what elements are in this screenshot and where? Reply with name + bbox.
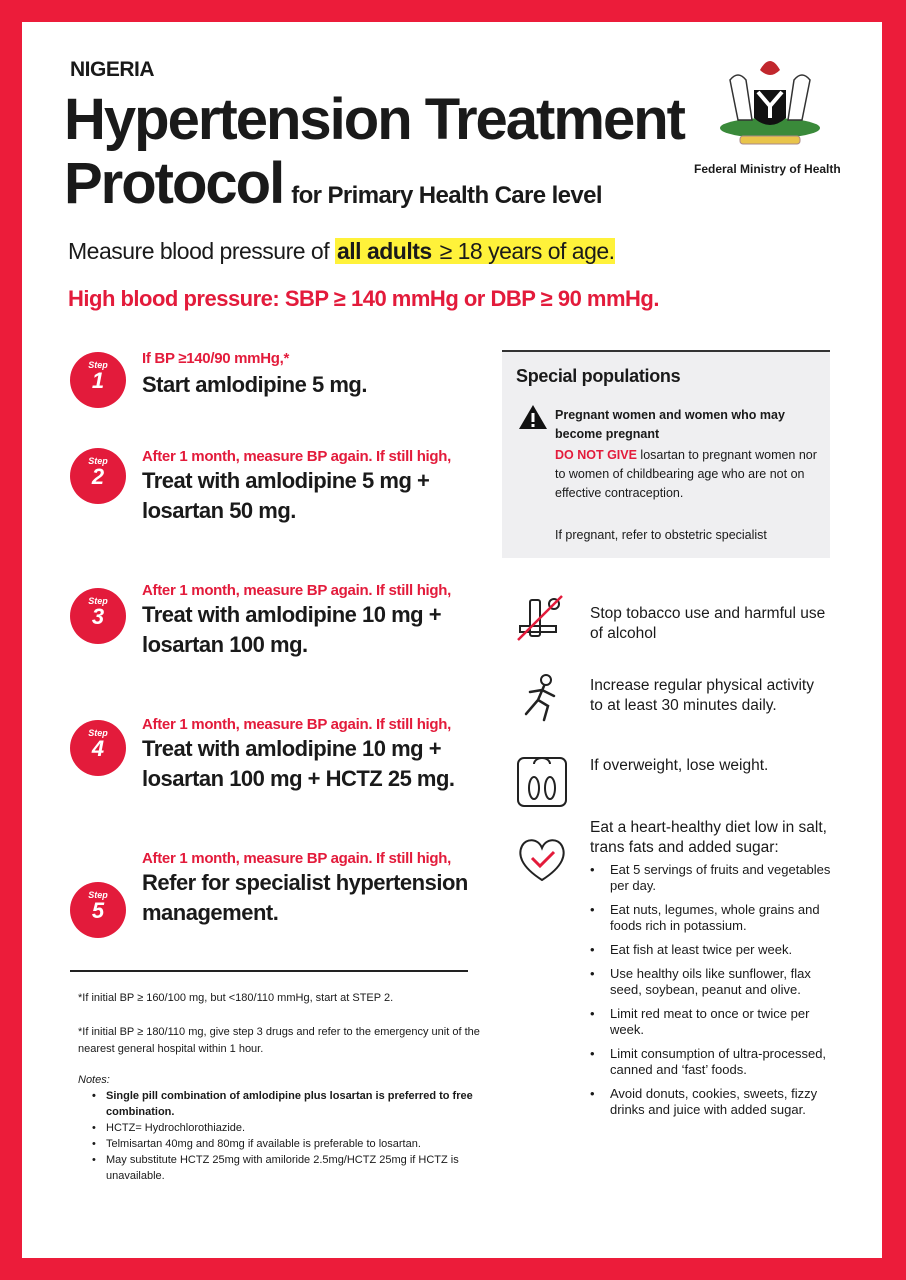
step-action: Treat with amlodipine 5 mg +: [142, 468, 430, 493]
special-populations-box: [502, 350, 830, 558]
lifestyle-text: Stop tobacco use and harmful use of alcohol: [590, 605, 826, 642]
diet-item: • Eat 5 servings of fruits and vegetables per day.: [590, 862, 840, 894]
coat-of-arms-logo: [710, 50, 830, 162]
note-item: • May substitute HCTZ 25mg with amiloride 2.5mg/HCTZ 25mg if HCTZ is unavailable.: [78, 1152, 498, 1184]
measure-highlight: all adults: [337, 238, 432, 264]
diet-item: • Limit consumption of ultra-processed, canned and ‘fast’ foods.: [590, 1046, 840, 1078]
notes-label: Notes:: [78, 1074, 110, 1086]
step-number: 2: [91, 464, 105, 489]
step-badge: [70, 882, 126, 938]
step-action: losartan 100 mg.: [142, 632, 308, 657]
diet-list: [590, 862, 840, 1126]
step-badge: [70, 588, 126, 644]
note-item: • Single pill combination of amlodipine plus losartan is preferred to free combination.: [78, 1088, 498, 1120]
notes-list: [78, 1088, 498, 1184]
step-badge-label: Step: [88, 890, 108, 900]
diet-item: • Limit red meat to once or twice per week.: [590, 1006, 840, 1038]
diet-item: • Eat fish at least twice per week.: [590, 942, 840, 958]
step-badge: [70, 720, 126, 776]
diet-item: • Use healthy oils like sunflower, flax seed, soybean, peanut and olive.: [590, 966, 840, 998]
step-action: Treat with amlodipine 10 mg +: [142, 602, 442, 627]
measure-age: ≥ 18 years of age.: [433, 238, 615, 264]
divider: [70, 970, 468, 972]
step-action: losartan 50 mg.: [142, 498, 296, 523]
subtitle: for Primary Health Care level: [291, 182, 602, 209]
lifestyle-text: Eat a heart-healthy diet low in salt, trans fats and added sugar:: [590, 819, 827, 856]
special-group-title: Pregnant women and women who may become pregnant: [555, 408, 785, 441]
step-action: management.: [142, 900, 279, 925]
lifestyle-text: If overweight, lose weight.: [590, 757, 769, 774]
note-item: • HCTZ= Hydrochlorothiazide.: [78, 1120, 498, 1136]
step-condition: If BP ≥140/90 mmHg,*: [142, 350, 290, 367]
step-badge-label: Step: [88, 728, 108, 738]
step-condition: After 1 month, measure BP again. If still high,: [142, 716, 452, 733]
measure-instruction: [68, 238, 615, 265]
step-badge-label: Step: [88, 456, 108, 466]
step-badge-label: Step: [88, 360, 108, 370]
step-badge: [70, 352, 126, 408]
step-badge: [70, 448, 126, 504]
note-item: • Telmisartan 40mg and 80mg if available is preferable to losartan.: [78, 1136, 498, 1152]
warning-text: losartan to pregnant women nor to women of childbearing age who are not on effective contraception.: [555, 448, 817, 500]
refer-text: If pregnant, refer to obstetric specialist: [555, 528, 767, 542]
title-line-2: [64, 152, 602, 228]
country-label: NIGERIA: [70, 58, 155, 81]
step-action: losartan 100 mg + HCTZ 25 mg.: [142, 766, 455, 791]
step-number: 1: [91, 368, 105, 393]
no-tobacco-alcohol-icon: [516, 592, 568, 644]
footnote: *If initial BP ≥ 180/110 mg, give step 3 drugs and refer to the emergency unit of the nearest general hospital within 1 hour.: [78, 1026, 480, 1055]
step-condition: After 1 month, measure BP again. If still high,: [142, 448, 452, 465]
step-condition: After 1 month, measure BP again. If still high,: [142, 850, 452, 867]
warning-icon: [518, 404, 548, 430]
step-action: Treat with amlodipine 10 mg +: [142, 736, 442, 761]
special-warning: [555, 446, 825, 503]
title-protocol: Protocol: [64, 151, 284, 216]
weighing-scale-icon: [516, 756, 568, 808]
running-person-icon: [516, 672, 568, 724]
title-line-1: Hypertension Treatment: [64, 87, 684, 152]
step-number: 4: [91, 736, 105, 761]
diet-item: • Avoid donuts, cookies, sweets, fizzy drinks and juice with added sugar.: [590, 1086, 840, 1118]
lifestyle-text: Increase regular physical activity to at least 30 minutes daily.: [590, 677, 814, 714]
step-action: Start amlodipine 5 mg.: [142, 372, 367, 397]
step-number: 3: [91, 604, 105, 629]
ministry-label: Federal Ministry of Health: [694, 162, 841, 176]
footnote: *If initial BP ≥ 160/100 mg, but <180/110 mmHg, start at STEP 2.: [78, 992, 394, 1004]
step-number: 5: [91, 898, 105, 923]
step-action: Refer for specialist hypertension: [142, 870, 468, 895]
high-bp-definition: High blood pressure: SBP ≥ 140 mmHg or DBP ≥ 90 mmHg.: [68, 286, 659, 311]
diet-item: • Eat nuts, legumes, whole grains and foods rich in potassium.: [590, 902, 840, 934]
protocol-page: [22, 22, 882, 1258]
do-not-give-label: DO NOT GIVE: [555, 448, 637, 462]
step-condition: After 1 month, measure BP again. If still high,: [142, 582, 452, 599]
special-populations-title: Special populations: [516, 366, 681, 386]
measure-text: Measure blood pressure of: [68, 238, 335, 264]
heart-check-icon: [516, 834, 568, 886]
step-badge-label: Step: [88, 596, 108, 606]
